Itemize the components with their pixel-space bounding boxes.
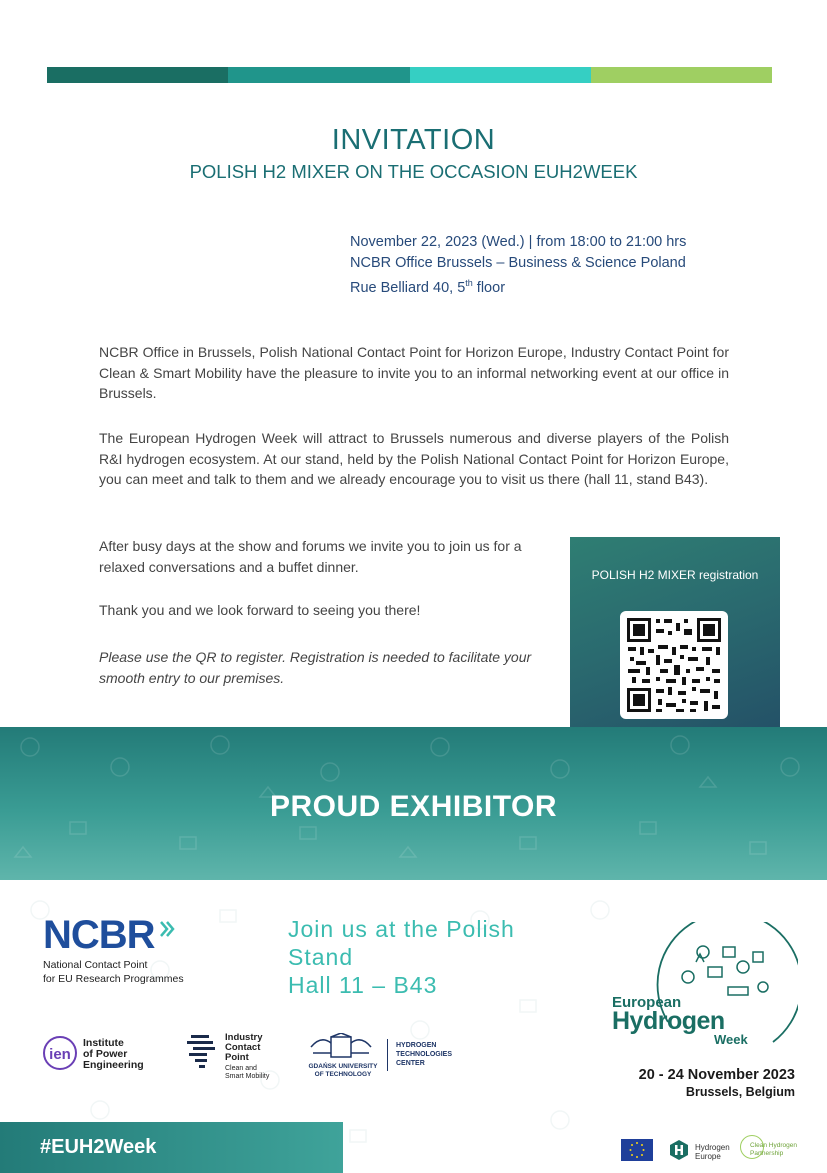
ncbr-logo: [43, 913, 175, 958]
paragraph-thanks: Thank you and we look forward to seeing you there!: [99, 602, 421, 618]
qr-registration-box: [570, 537, 780, 747]
qr-code-icon: [620, 611, 728, 719]
logo-word-hydrogen: Hydrogen: [612, 1007, 725, 1035]
paragraph-hydrogen-week: The European Hydrogen Week will attract to Brussels numerous and diverse players of the Polish R&I hydrogen ecosystem. At our stand, held by the Polish National Contact Point for Horizon Europe, you can meet and talk to them and we already encourage you to visit us there (hall 11, stand B43).: [99, 430, 729, 487]
hashtag-bar: [0, 1122, 343, 1173]
paragraph-intro: NCBR Office in Brussels, Polish National Contact Point for Horizon Europe, Industry Contact Point for Clean & Smart Mobility have the pleasure to invite you to an informal networking event at our office in Brussels.: [99, 344, 729, 401]
event-venue: NCBR Office Brussels – Business & Science Poland: [350, 254, 686, 271]
event-address: Rue Belliard 40, 5th floor: [350, 278, 506, 296]
page-title: INVITATION: [331, 124, 496, 156]
eu-flag-icon: [621, 1139, 653, 1161]
event-date-range: 20 - 24 November 2023: [638, 1067, 795, 1083]
university-crest-icon: [303, 1033, 379, 1061]
logo-word-week: Week: [714, 1032, 748, 1047]
logo-word-european: European: [612, 994, 682, 1011]
event-dates: [560, 1067, 795, 1099]
hydrogen-week-graphic-icon: [608, 922, 798, 1062]
ien-badge: ien: [43, 1036, 77, 1070]
chevron-right-icon: [159, 919, 175, 939]
logo-divider: [387, 1039, 388, 1071]
proud-exhibitor-heading: PROUD EXHIBITOR: [270, 790, 557, 823]
join-us-text: Join us at the Polish Stand Hall 11 – B43: [288, 916, 515, 998]
paragraph-buffet: After busy days at the show and forums we invite you to join us for a relaxed conversations and a buffet dinner.: [99, 538, 522, 575]
european-hydrogen-week-logo: [608, 922, 798, 1062]
qr-code[interactable]: [620, 611, 728, 719]
eu-flag-logo: [621, 1139, 653, 1163]
page-subtitle: POLISH H2 MIXER ON THE OCCASION EUH2WEEK: [189, 161, 638, 182]
ncbr-logo-text: NCBR: [43, 913, 155, 957]
bars-icon: [187, 1033, 217, 1069]
event-date: November 22, 2023 (Wed.) | from 18:00 to 21:00 hrs: [350, 234, 687, 250]
color-segment-3: [410, 67, 591, 83]
hydrogen-europe-icon: [668, 1139, 690, 1161]
event-details: [350, 232, 686, 298]
top-color-bar: [47, 67, 772, 83]
ncbr-subtitle: National Contact Point for EU Research Programmes: [43, 959, 184, 985]
hashtag-text: #EUH2Week: [40, 1136, 157, 1158]
color-segment-2: [228, 67, 409, 83]
paragraph-register-note: Please use the QR to register. Registration is needed to facilitate your smooth entry to our premises.: [99, 649, 532, 686]
color-segment-4: [591, 67, 772, 83]
color-segment-1: [47, 67, 228, 83]
event-location: Brussels, Belgium: [685, 1085, 795, 1099]
qr-title: POLISH H2 MIXER registration: [591, 568, 759, 582]
